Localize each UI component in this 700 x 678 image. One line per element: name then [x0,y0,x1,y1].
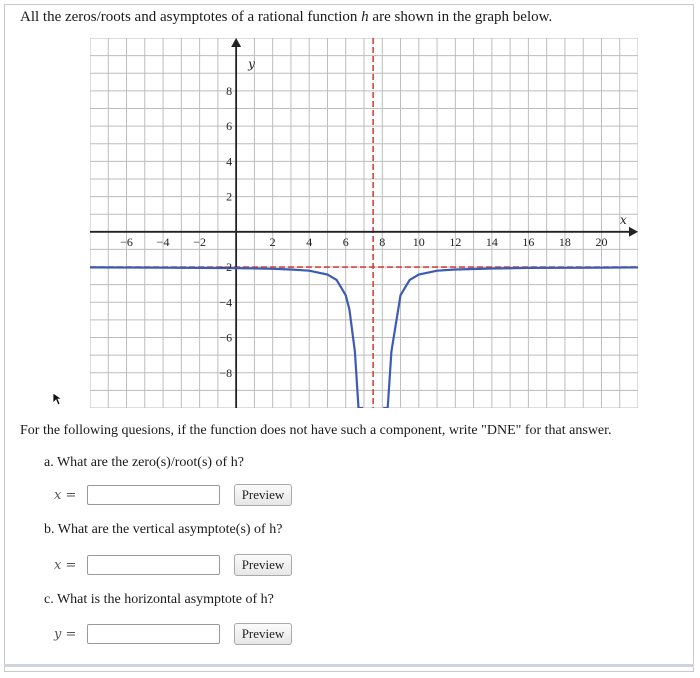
x-tick-label: 10 [412,234,425,249]
intro-text [20,8,552,26]
x-tick-label: 6 [342,234,349,249]
y-axis-label: y [248,57,255,71]
variable-label-c: y = [54,627,77,642]
x-axis-label: x [620,212,627,227]
x-tick-label: 4 [306,234,313,249]
grid [90,38,638,408]
y-tick-label: 2 [226,189,233,204]
intro-function-name: h [361,9,369,25]
y-tick-label: 8 [226,83,233,98]
x-tick-label: −6 [120,234,133,249]
function-graph [90,38,638,408]
x-tick-label: 16 [522,234,535,249]
question-b-prompt: b. What are the vertical asymptote(s) of h? [44,522,283,537]
y-tick-label: −6 [219,330,233,345]
vertical-asymptote-answer-input[interactable] [87,555,220,575]
x-tick-label: −4 [156,234,170,249]
x-tick-label: 2 [269,234,276,249]
x-tick-label: 14 [485,234,498,249]
x-tick-label: 8 [379,234,386,249]
y-tick-label: −2 [219,260,233,275]
x-tick-label: 12 [449,234,462,249]
intro-text-after: are shown in the graph below. [368,9,553,25]
variable-label-b: x = [54,558,77,573]
mouse-cursor-icon [52,392,64,406]
y-tick-label: 4 [226,154,233,169]
bottom-divider [4,664,694,667]
x-tick-label: −2 [193,234,206,249]
preview-button-c[interactable]: Preview [234,623,292,645]
y-tick-label: 6 [226,119,233,134]
preview-button-a[interactable]: Preview [234,484,292,506]
intro-text-before: All the zeros/roots and asymptotes of a rational function [20,9,362,25]
preview-button-b[interactable]: Preview [234,554,292,576]
zeros-answer-input[interactable] [87,485,220,505]
x-tick-label: 18 [558,234,571,249]
variable-label-a: x = [54,488,77,503]
x-tick-label: 20 [595,234,608,249]
question-c-prompt: c. What is the horizontal asymptote of h? [44,592,274,607]
y-tick-label: −4 [219,295,233,310]
instructions-text: For the following quesions, if the function does not have such a component, write "DNE" for that answer. [20,423,612,438]
horizontal-asymptote-answer-input[interactable] [87,624,220,644]
question-a-prompt: a. What are the zero(s)/root(s) of h? [44,455,244,470]
y-tick-label: −8 [219,365,233,380]
